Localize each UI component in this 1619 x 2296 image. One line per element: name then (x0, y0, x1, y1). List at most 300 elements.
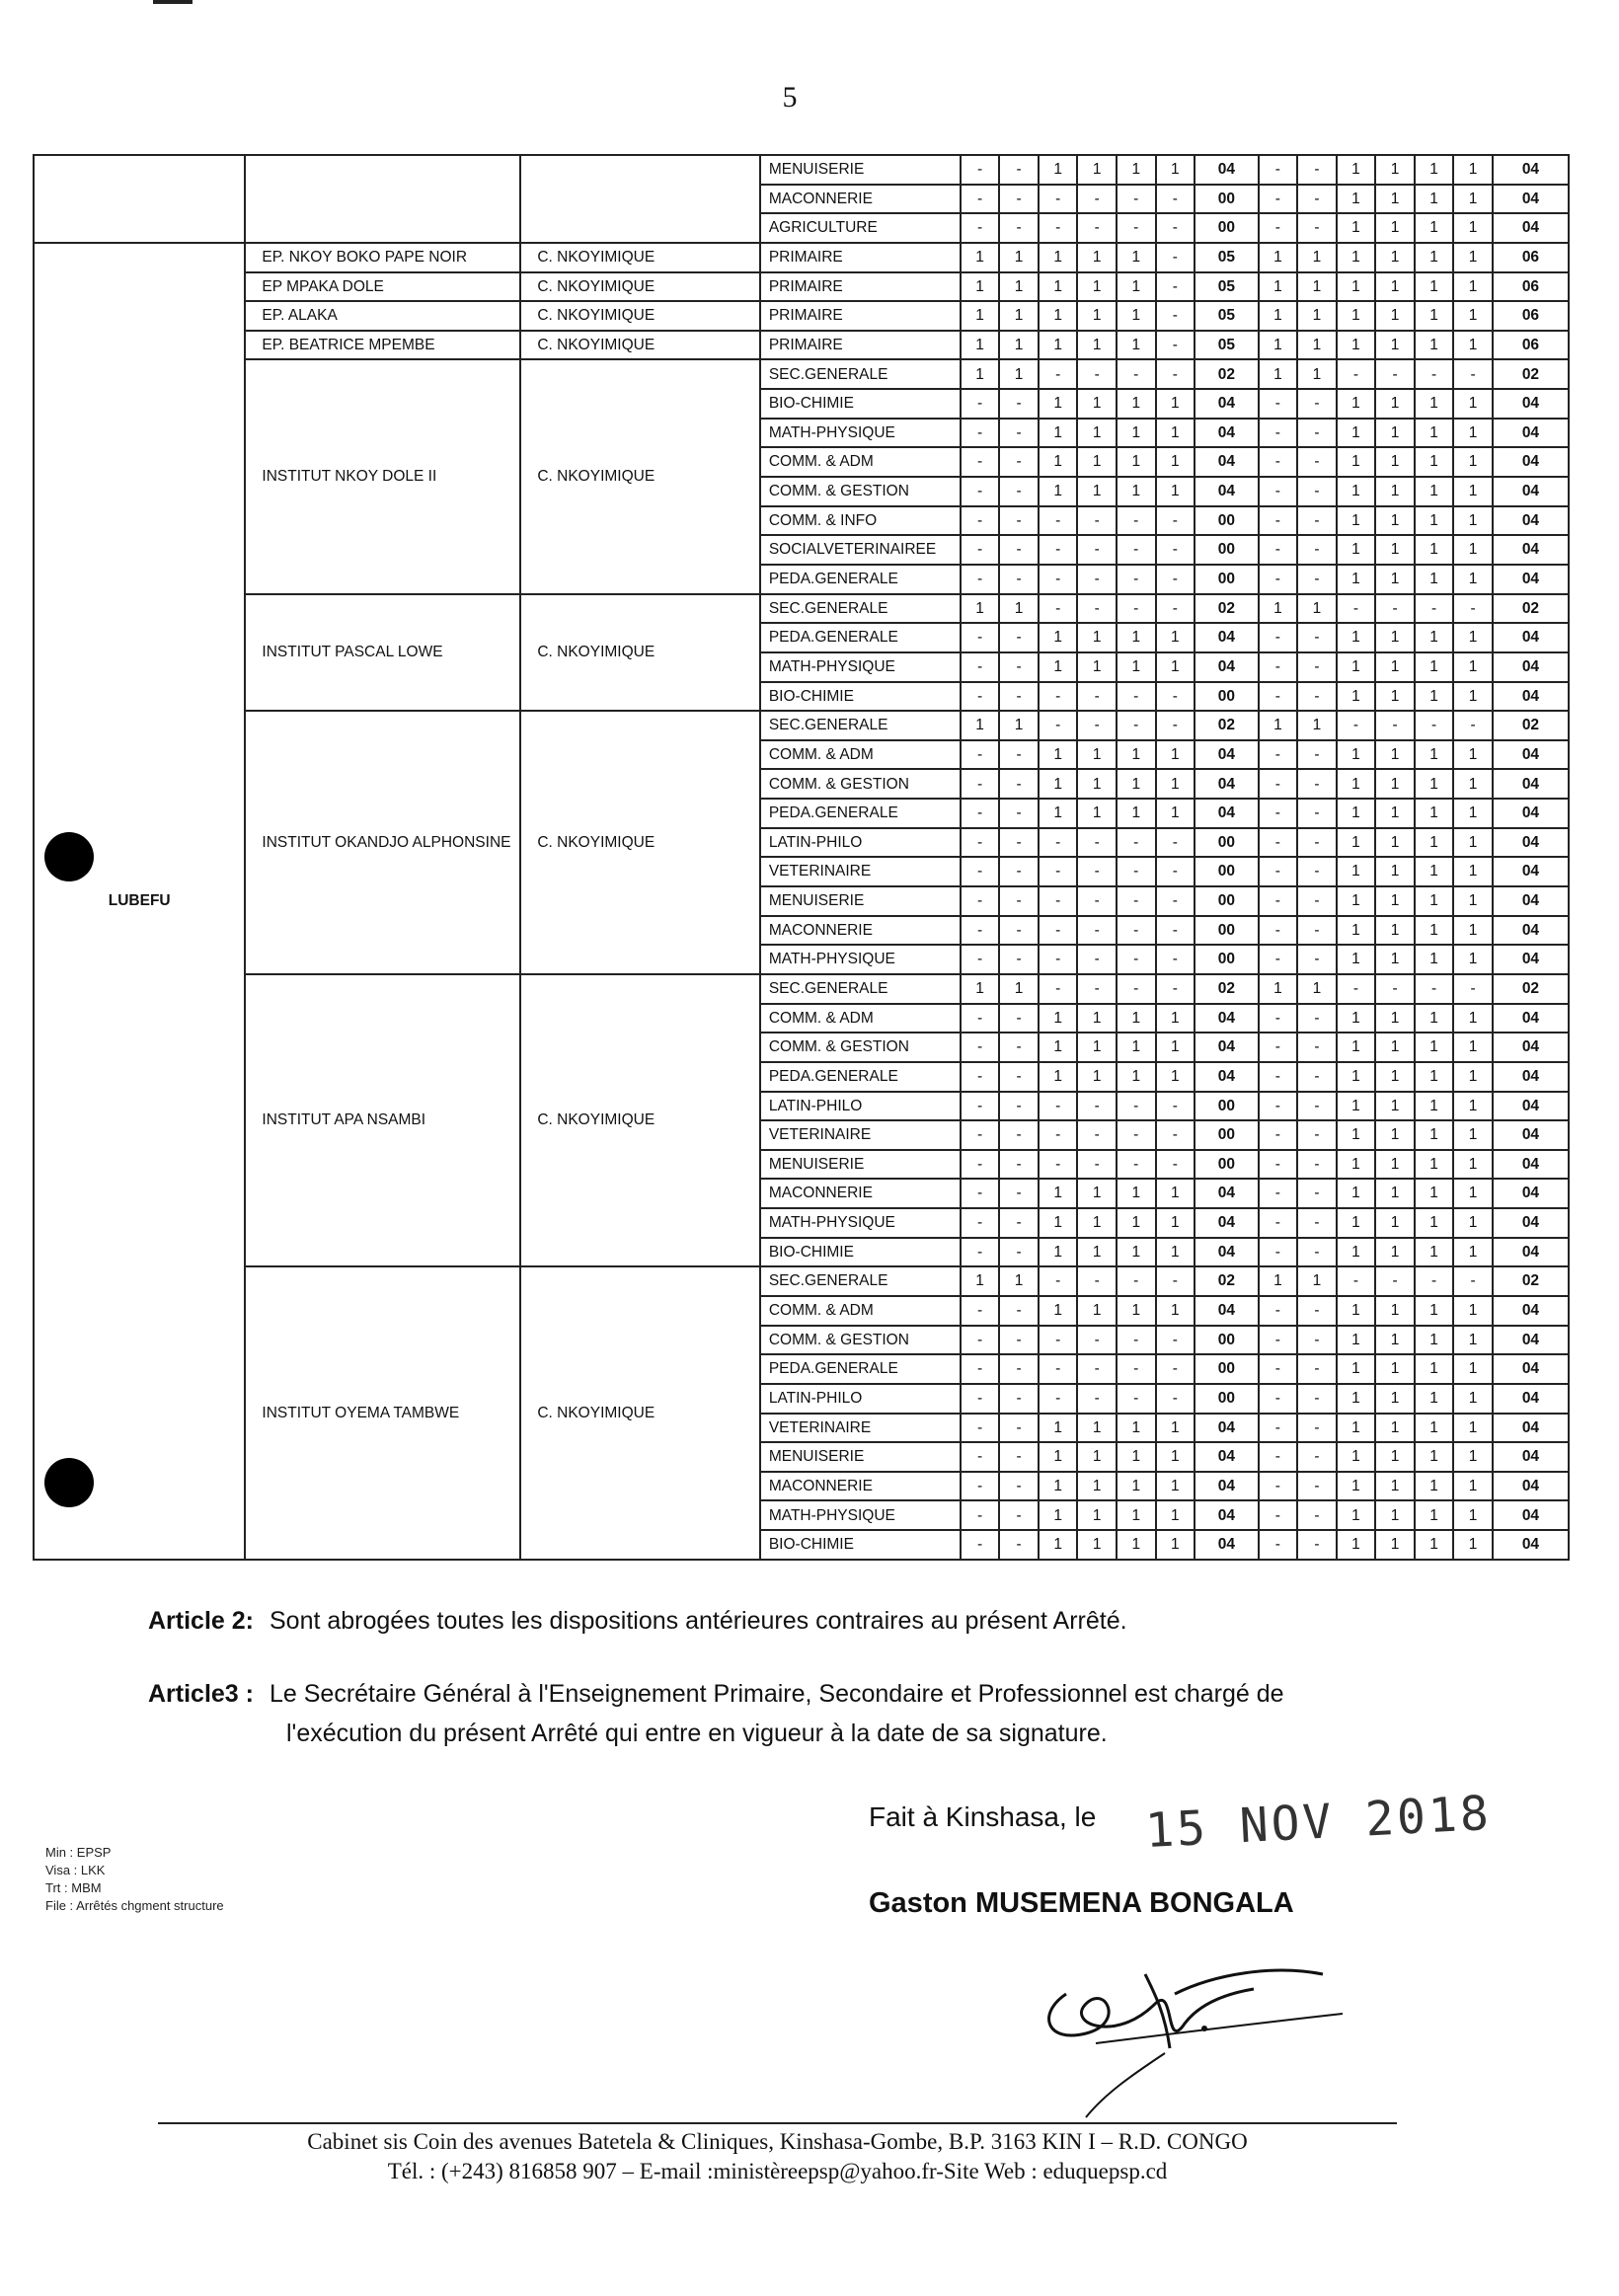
class-cell: 1 (1337, 1004, 1376, 1033)
total-cell: 02 (1195, 711, 1259, 740)
class-cell: 1 (1375, 155, 1415, 185)
total-cell: 00 (1195, 857, 1259, 886)
total-cell: 04 (1195, 389, 1259, 419)
class-cell: 1 (1337, 477, 1376, 506)
class-cell: - (1259, 1296, 1298, 1326)
total-cell: 04 (1195, 1442, 1259, 1472)
class-cell: 1 (1337, 916, 1376, 946)
class-cell: - (1297, 419, 1337, 448)
class-cell: 1 (1039, 331, 1078, 360)
class-cell: 1 (1337, 623, 1376, 652)
class-cell: - (1259, 1354, 1298, 1384)
option-cell: PEDA.GENERALE (760, 1354, 961, 1384)
class-cell: 1 (1453, 916, 1493, 946)
class-cell: 1 (1375, 477, 1415, 506)
class-cell: 1 (1156, 652, 1195, 682)
table-body (34, 155, 1569, 1560)
class-cell: 1 (1039, 1033, 1078, 1062)
class-cell: 1 (1337, 1092, 1376, 1121)
total-cell: 04 (1493, 1296, 1569, 1326)
class-cell: - (999, 740, 1039, 770)
class-cell: - (999, 682, 1039, 712)
class-cell: 1 (1337, 1472, 1376, 1501)
class-cell: - (999, 799, 1039, 828)
class-cell: 1 (1453, 272, 1493, 302)
class-cell: - (1375, 359, 1415, 389)
table-row (34, 272, 1569, 302)
total-cell: 02 (1493, 711, 1569, 740)
school-cell: EP MPAKA DOLE (245, 272, 520, 302)
article-3-text-continued: l'exécution du présent Arrêté qui entre en vigueur à la date de sa signature. (286, 1720, 1108, 1747)
class-cell: - (999, 1442, 1039, 1472)
option-cell: COMM. & GESTION (760, 1033, 961, 1062)
class-cell: - (961, 857, 1000, 886)
class-cell: - (1259, 916, 1298, 946)
class-cell: 1 (1453, 1384, 1493, 1414)
option-cell: PEDA.GENERALE (760, 799, 961, 828)
class-cell: - (1077, 828, 1117, 858)
total-cell: 04 (1493, 1442, 1569, 1472)
class-cell: 1 (1077, 1530, 1117, 1560)
class-cell: 1 (1039, 1472, 1078, 1501)
class-cell: - (1077, 886, 1117, 916)
total-cell: 02 (1493, 359, 1569, 389)
class-cell: 1 (1039, 1414, 1078, 1443)
total-cell: 04 (1493, 945, 1569, 974)
class-cell: - (961, 799, 1000, 828)
class-cell: - (1297, 682, 1337, 712)
class-cell: 1 (1117, 331, 1156, 360)
school-cell: EP. NKOY BOKO PAPE NOIR (245, 243, 520, 272)
class-cell: 1 (1415, 1354, 1454, 1384)
class-cell: - (1156, 711, 1195, 740)
option-cell: PEDA.GENERALE (760, 565, 961, 594)
total-cell: 04 (1493, 1472, 1569, 1501)
class-cell: 1 (1415, 447, 1454, 477)
class-cell: - (961, 945, 1000, 974)
school-cell: EP. BEATRICE MPEMBE (245, 331, 520, 360)
school-cell: INSTITUT OKANDJO ALPHONSINE (245, 711, 520, 974)
class-cell: 1 (1259, 711, 1298, 740)
class-cell: - (1297, 389, 1337, 419)
total-cell: 04 (1195, 1414, 1259, 1443)
place-and-date: Fait à Kinshasa, le (869, 1801, 1097, 1832)
class-cell: 1 (1375, 769, 1415, 799)
class-cell: - (1156, 213, 1195, 243)
class-cell: - (1077, 594, 1117, 624)
class-cell: 1 (1415, 769, 1454, 799)
class-cell: 1 (999, 331, 1039, 360)
signer-name: Gaston MUSEMENA BONGALA (869, 1887, 1294, 1919)
class-cell: 1 (1415, 1414, 1454, 1443)
class-cell: - (961, 740, 1000, 770)
class-cell: - (1453, 1266, 1493, 1296)
total-cell: 05 (1195, 331, 1259, 360)
total-cell: 00 (1195, 1092, 1259, 1121)
total-cell: 04 (1493, 1150, 1569, 1180)
class-cell: - (961, 1179, 1000, 1208)
total-cell: 04 (1493, 565, 1569, 594)
school-cell: INSTITUT PASCAL LOWE (245, 594, 520, 712)
total-cell: 00 (1195, 1326, 1259, 1355)
class-cell: - (1039, 682, 1078, 712)
class-cell: 1 (1259, 974, 1298, 1004)
total-cell: 00 (1195, 565, 1259, 594)
class-cell: - (1117, 1092, 1156, 1121)
class-cell: 1 (1156, 419, 1195, 448)
class-cell: 1 (961, 711, 1000, 740)
class-cell: - (1077, 1266, 1117, 1296)
class-cell: - (999, 623, 1039, 652)
class-cell: - (1117, 682, 1156, 712)
class-cell: - (1156, 565, 1195, 594)
option-cell: COMM. & INFO (760, 506, 961, 536)
class-cell: 1 (1375, 389, 1415, 419)
class-cell: - (961, 1150, 1000, 1180)
class-cell: 1 (1337, 1326, 1376, 1355)
total-cell: 04 (1493, 1530, 1569, 1560)
class-cell: 1 (1156, 1472, 1195, 1501)
total-cell: 04 (1195, 1472, 1259, 1501)
class-cell: 1 (1077, 1179, 1117, 1208)
class-cell: - (999, 477, 1039, 506)
class-cell: 1 (1156, 1062, 1195, 1092)
total-cell: 05 (1195, 272, 1259, 302)
class-cell: 1 (1117, 1033, 1156, 1062)
class-cell: - (999, 1296, 1039, 1326)
class-cell: 1 (1077, 769, 1117, 799)
option-cell: MENUISERIE (760, 1442, 961, 1472)
class-cell: 1 (1415, 886, 1454, 916)
class-cell: - (1259, 1004, 1298, 1033)
total-cell: 04 (1195, 419, 1259, 448)
option-cell: SOCIALVETERINAIREE (760, 535, 961, 565)
class-cell: - (1156, 1384, 1195, 1414)
class-cell: - (1039, 359, 1078, 389)
class-cell: 1 (1337, 799, 1376, 828)
total-cell: 00 (1195, 945, 1259, 974)
total-cell: 04 (1493, 506, 1569, 536)
class-cell: 1 (1039, 652, 1078, 682)
total-cell: 04 (1493, 857, 1569, 886)
class-cell: - (1297, 1120, 1337, 1150)
class-cell: - (999, 535, 1039, 565)
class-cell: - (961, 1384, 1000, 1414)
class-cell: - (1259, 185, 1298, 214)
class-cell: 1 (1375, 1414, 1415, 1443)
class-cell: 1 (1117, 652, 1156, 682)
class-cell: - (1297, 1442, 1337, 1472)
class-cell: 1 (1375, 945, 1415, 974)
total-cell: 00 (1195, 506, 1259, 536)
class-cell: 1 (1117, 477, 1156, 506)
total-cell: 00 (1195, 535, 1259, 565)
class-cell: - (1039, 916, 1078, 946)
class-cell: 1 (1077, 419, 1117, 448)
class-cell: 1 (1375, 243, 1415, 272)
class-cell: - (1117, 506, 1156, 536)
class-cell: - (961, 623, 1000, 652)
table-row (34, 359, 1569, 389)
class-cell: 1 (1415, 1004, 1454, 1033)
class-cell: - (999, 1354, 1039, 1384)
class-cell: - (999, 1326, 1039, 1355)
class-cell: - (1259, 447, 1298, 477)
class-cell: - (1117, 1326, 1156, 1355)
total-cell: 04 (1195, 1004, 1259, 1033)
class-cell: 1 (1077, 1296, 1117, 1326)
class-cell: - (1297, 1062, 1337, 1092)
class-cell: 1 (1337, 1150, 1376, 1180)
class-cell: 1 (1453, 155, 1493, 185)
class-cell: - (961, 535, 1000, 565)
total-cell: 04 (1493, 740, 1569, 770)
commune-cell: C. NKOYIMIQUE (520, 974, 760, 1266)
class-cell: 1 (1415, 1208, 1454, 1238)
class-cell: 1 (1156, 799, 1195, 828)
class-cell: - (999, 155, 1039, 185)
class-cell: - (1117, 886, 1156, 916)
class-cell: 1 (1375, 916, 1415, 946)
school-cell: INSTITUT APA NSAMBI (245, 974, 520, 1266)
class-cell: - (1375, 711, 1415, 740)
class-cell: - (1297, 886, 1337, 916)
class-cell: 1 (1297, 272, 1337, 302)
class-cell: - (1156, 301, 1195, 331)
class-cell: 1 (999, 359, 1039, 389)
total-cell: 04 (1195, 652, 1259, 682)
option-cell: COMM. & ADM (760, 1296, 961, 1326)
class-cell: 1 (1039, 301, 1078, 331)
class-cell: 1 (1453, 886, 1493, 916)
class-cell: 1 (999, 594, 1039, 624)
class-cell: - (1297, 828, 1337, 858)
class-cell: - (1453, 974, 1493, 1004)
class-cell: - (999, 916, 1039, 946)
class-cell: 1 (1077, 389, 1117, 419)
class-cell: 1 (1375, 1472, 1415, 1501)
class-cell: 1 (1337, 301, 1376, 331)
option-cell: PEDA.GENERALE (760, 1062, 961, 1092)
option-cell: VETERINAIRE (760, 1414, 961, 1443)
class-cell: - (1259, 419, 1298, 448)
class-cell: 1 (1453, 1530, 1493, 1560)
class-cell: 1 (1415, 535, 1454, 565)
class-cell: 1 (1453, 1033, 1493, 1062)
class-cell: 1 (1077, 1033, 1117, 1062)
class-cell: 1 (1415, 419, 1454, 448)
total-cell: 04 (1195, 1062, 1259, 1092)
class-cell: - (1039, 594, 1078, 624)
total-cell: 00 (1195, 1354, 1259, 1384)
class-cell: 1 (1415, 243, 1454, 272)
class-cell: - (999, 389, 1039, 419)
class-cell: - (1156, 272, 1195, 302)
class-cell: - (1259, 1092, 1298, 1121)
class-cell: 1 (961, 301, 1000, 331)
option-cell: COMM. & ADM (760, 1004, 961, 1033)
class-cell: 1 (1375, 1120, 1415, 1150)
class-cell: 1 (1117, 1179, 1156, 1208)
class-cell: - (1337, 1266, 1376, 1296)
option-cell: MACONNERIE (760, 1472, 961, 1501)
class-cell: 1 (1297, 1266, 1337, 1296)
class-cell: 1 (1415, 916, 1454, 946)
class-cell: - (1117, 1266, 1156, 1296)
option-cell: BIO-CHIMIE (760, 389, 961, 419)
total-cell: 02 (1195, 359, 1259, 389)
option-cell: MACONNERIE (760, 1179, 961, 1208)
class-cell: 1 (1453, 477, 1493, 506)
class-cell: - (1259, 857, 1298, 886)
class-cell: 1 (1375, 1500, 1415, 1530)
total-cell: 04 (1493, 213, 1569, 243)
class-cell: 1 (1259, 331, 1298, 360)
class-cell: 1 (1297, 301, 1337, 331)
class-cell: 1 (1156, 1238, 1195, 1267)
class-cell: - (961, 652, 1000, 682)
class-cell: - (1297, 1238, 1337, 1267)
total-cell: 05 (1195, 243, 1259, 272)
total-cell: 04 (1195, 740, 1259, 770)
class-cell: - (1039, 945, 1078, 974)
total-cell: 04 (1493, 389, 1569, 419)
class-cell: 1 (1375, 535, 1415, 565)
reference-line: Min : EPSP (45, 1845, 112, 1860)
class-cell: 1 (1415, 1033, 1454, 1062)
total-cell: 02 (1493, 974, 1569, 1004)
class-cell: - (1259, 1442, 1298, 1472)
class-cell: - (999, 1062, 1039, 1092)
class-cell: - (961, 565, 1000, 594)
table-row (34, 711, 1569, 740)
class-cell: 1 (1117, 1004, 1156, 1033)
class-cell: 1 (1337, 1238, 1376, 1267)
class-cell: - (1259, 1238, 1298, 1267)
class-cell: - (1117, 711, 1156, 740)
class-cell: - (1156, 945, 1195, 974)
commune-cell: C. NKOYIMIQUE (520, 272, 760, 302)
table-row (34, 301, 1569, 331)
class-cell: 1 (1375, 185, 1415, 214)
class-cell: - (1337, 711, 1376, 740)
class-cell: 1 (1415, 1442, 1454, 1472)
class-cell: 1 (1453, 506, 1493, 536)
class-cell: - (999, 1208, 1039, 1238)
district-cell-previous (34, 155, 245, 243)
class-cell: - (1039, 1266, 1078, 1296)
option-cell: PRIMAIRE (760, 301, 961, 331)
school-cell: INSTITUT OYEMA TAMBWE (245, 1266, 520, 1559)
total-cell: 04 (1493, 1120, 1569, 1150)
table-row (34, 974, 1569, 1004)
commune-cell: C. NKOYIMIQUE (520, 331, 760, 360)
class-cell: 1 (1337, 506, 1376, 536)
class-cell: 1 (1453, 623, 1493, 652)
class-cell: 1 (1453, 419, 1493, 448)
reference-block (45, 1844, 224, 1915)
option-cell: COMM. & ADM (760, 447, 961, 477)
date-stamp: 15 NOV 2018 (1143, 1785, 1494, 1860)
class-cell: - (961, 1120, 1000, 1150)
total-cell: 04 (1493, 1326, 1569, 1355)
class-cell: - (1297, 1150, 1337, 1180)
class-cell: 1 (1453, 769, 1493, 799)
class-cell: 1 (1415, 389, 1454, 419)
class-cell: 1 (1415, 1120, 1454, 1150)
class-cell: 1 (1375, 272, 1415, 302)
class-cell: - (1297, 740, 1337, 770)
class-cell: 1 (1415, 1384, 1454, 1414)
class-cell: - (1297, 1004, 1337, 1033)
class-cell: - (1259, 799, 1298, 828)
class-cell: 1 (1337, 447, 1376, 477)
option-cell: SEC.GENERALE (760, 711, 961, 740)
class-cell: - (961, 1208, 1000, 1238)
class-cell: 1 (1415, 185, 1454, 214)
class-cell: - (1077, 1326, 1117, 1355)
class-cell: - (1297, 1208, 1337, 1238)
total-cell: 04 (1493, 1092, 1569, 1121)
class-cell: 1 (1077, 477, 1117, 506)
class-cell: 1 (1117, 1296, 1156, 1326)
total-cell: 04 (1493, 1033, 1569, 1062)
class-cell: - (1077, 565, 1117, 594)
class-cell: - (1156, 1092, 1195, 1121)
class-cell: - (1156, 857, 1195, 886)
class-cell: 1 (999, 301, 1039, 331)
total-cell: 04 (1493, 1384, 1569, 1414)
class-cell: 1 (1337, 828, 1376, 858)
total-cell: 05 (1195, 301, 1259, 331)
class-cell: - (1297, 1472, 1337, 1501)
class-cell: - (1117, 1384, 1156, 1414)
total-cell: 06 (1493, 272, 1569, 302)
class-cell: - (1156, 1326, 1195, 1355)
class-cell: - (1077, 506, 1117, 536)
class-cell: 1 (1453, 331, 1493, 360)
class-cell: 1 (1117, 1414, 1156, 1443)
class-cell: - (1077, 916, 1117, 946)
class-cell: - (1077, 359, 1117, 389)
class-cell: 1 (1156, 1208, 1195, 1238)
class-cell: 1 (1453, 565, 1493, 594)
option-cell: SEC.GENERALE (760, 359, 961, 389)
class-cell: - (1039, 886, 1078, 916)
class-cell: 1 (1415, 477, 1454, 506)
total-cell: 04 (1195, 623, 1259, 652)
class-cell: - (1077, 535, 1117, 565)
class-cell: - (1297, 623, 1337, 652)
total-cell: 04 (1493, 799, 1569, 828)
commune-cell (520, 155, 760, 243)
class-cell: 1 (1117, 1238, 1156, 1267)
class-cell: 1 (1259, 243, 1298, 272)
class-cell: - (1077, 857, 1117, 886)
total-cell: 04 (1493, 1414, 1569, 1443)
class-cell: - (999, 769, 1039, 799)
class-cell: 1 (1117, 419, 1156, 448)
total-cell: 04 (1195, 1530, 1259, 1560)
class-cell: - (1453, 359, 1493, 389)
class-cell: 1 (1375, 1530, 1415, 1560)
class-cell: - (999, 652, 1039, 682)
class-cell: - (1259, 506, 1298, 536)
class-cell: 1 (1156, 1033, 1195, 1062)
footer-contact: Tél. : (+243) 816858 907 – E-mail :ministèreepsp@yahoo.fr-Site Web : eduquepsp.cd (387, 2159, 1168, 2183)
class-cell: 1 (1039, 769, 1078, 799)
class-cell: 1 (1415, 213, 1454, 243)
